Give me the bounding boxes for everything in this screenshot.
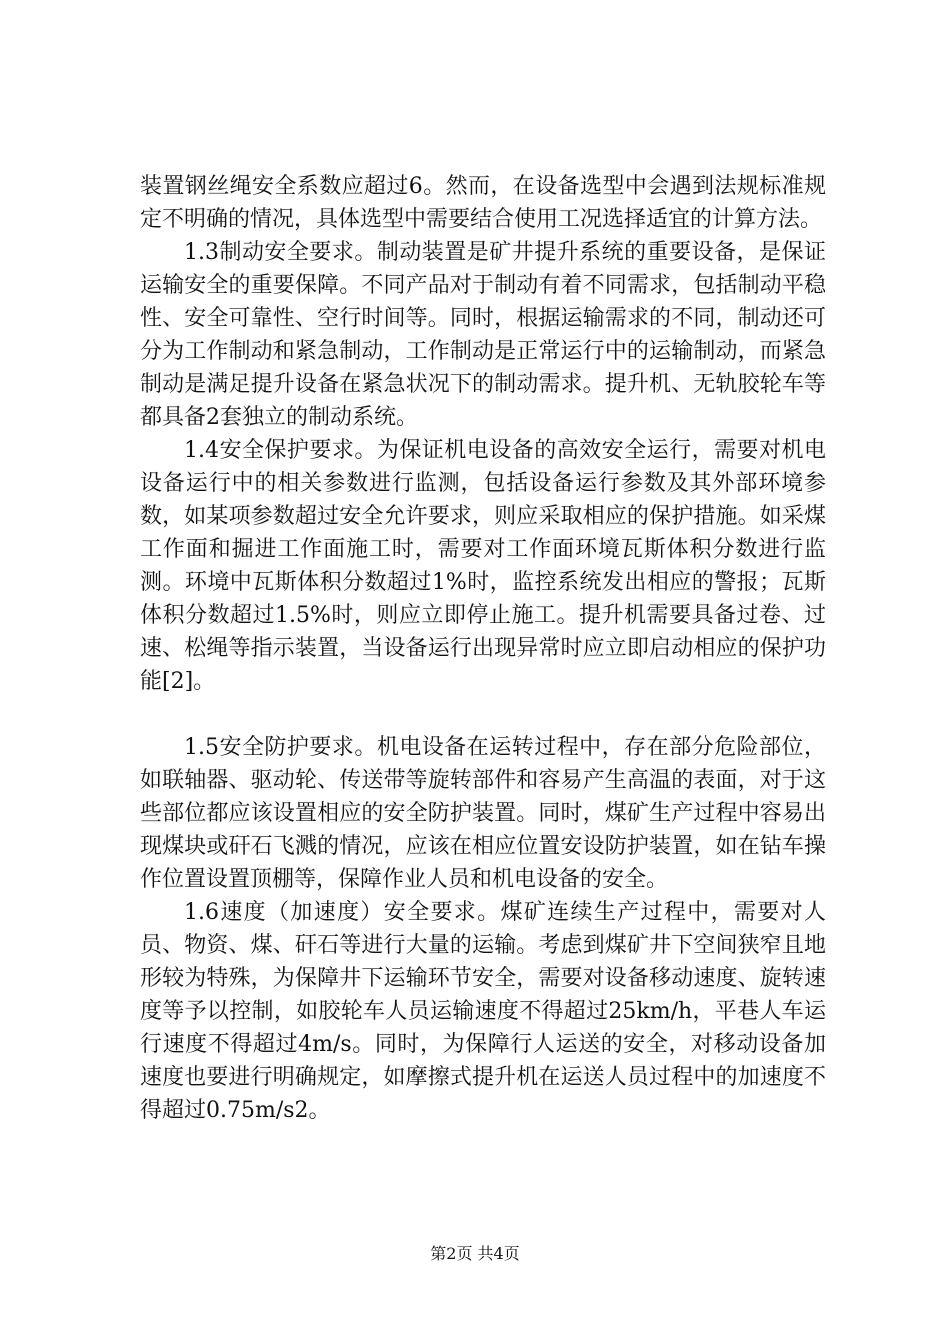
- page-number-footer: 第2页 共4页: [430, 1244, 520, 1263]
- paragraph-continuation: 装置钢丝绳安全系数应超过6。然而，在设备选型中会遇到法规标准规定不明确的情况，具体选型中需要结合使用工况选择适宜的计算方法。: [140, 174, 826, 232]
- paragraph-speed-safety: 1.6速度（加速度）安全要求。煤矿连续生产过程中，需要对人员、物资、煤、矸石等进行大量的运输。考虑到煤矿井下空间狭窄且地形较为特殊，为保障井下运输环节安全，需要对设备移动速度、旋转速度等予以控制，如胶轮车人员运输速度不得超过25km/h，平巷人车运行速度不得超过4m/s。同时，为保障行人运送的安全，对移动设备加速度也要进行明确规定，如摩擦式提升机在运送人员过程中的加速度不得超过0.75m/s2。: [140, 900, 826, 1123]
- paragraph-spacer: [140, 698, 826, 731]
- document-body: [140, 170, 826, 1127]
- paragraph-safety-guarding: 1.5安全防护要求。机电设备在运转过程中，存在部分危险部位，如联轴器、驱动轮、传送带等旋转部件和容易产生高温的表面，对于这些部位都应该设置相应的安全防护装置。同时，煤矿生产过程中容易出现煤块或矸石飞溅的情况，应该在相应位置安设防护装置，如在钻车操作位置设置顶棚等，保障作业人员和机电设备的安全。: [140, 735, 826, 892]
- paragraph-safety-protection: 1.4安全保护要求。为保证机电设备的高效安全运行，需要对机电设备运行中的相关参数进行监测，包括设备运行参数及其外部环境参数，如某项参数超过安全允许要求，则应采取相应的保护措施。如采煤工作面和掘进工作面施工时，需要对工作面环境瓦斯体积分数进行监测。环境中瓦斯体积分数超过1%时，监控系统发出相应的警报；瓦斯体积分数超过1.5%时，则应立即停止施工。提升机需要具备过卷、过速、松绳等指示装置，当设备运行出现异常时应立即启动相应的保护功能[2]。: [140, 438, 826, 694]
- paragraph-brake-safety: 1.3制动安全要求。制动装置是矿井提升系统的重要设备，是保证运输安全的重要保障。不同产品对于制动有着不同需求，包括制动平稳性、安全可靠性、空行时间等。同时，根据运输需求的不同，制动还可分为工作制动和紧急制动，工作制动是正常运行中的运输制动，而紧急制动是满足提升设备在紧急状况下的制动需求。提升机、无轨胶轮车等都具备2套独立的制动系统。: [140, 240, 826, 430]
